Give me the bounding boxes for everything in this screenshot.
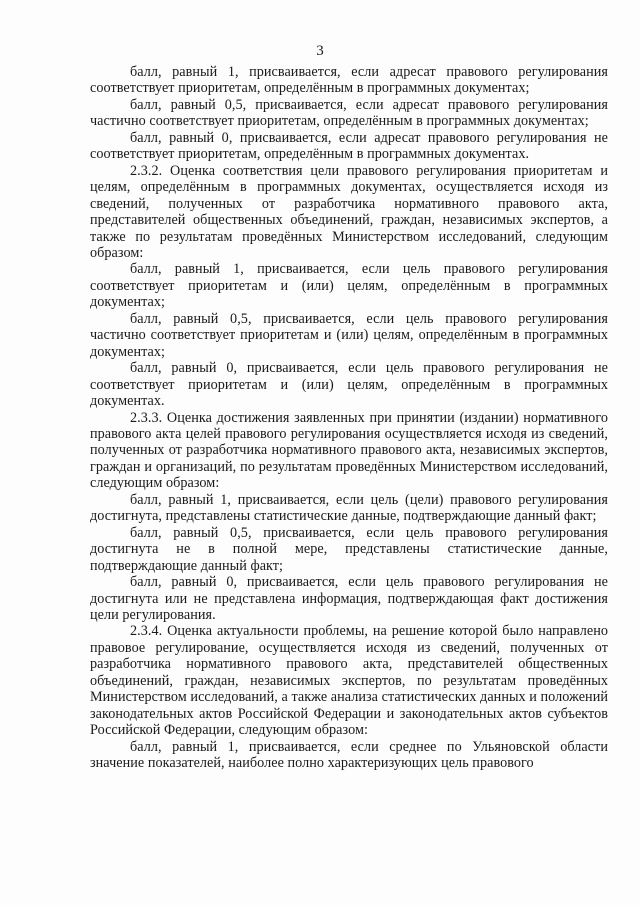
paragraph: балл, равный 0,5, присваивается, если цель правового регулирования достигнута не в полной мере, представлены статистические данные, подтверждающие данный факт; (90, 524, 608, 574)
paragraph: балл, равный 1, присваивается, если адресат правового регулирования соответствует приоритетам, определённым в программных документах; (90, 64, 608, 97)
paragraph: балл, равный 0,5, присваивается, если цель правового регулирования частично соответствует приоритетам и (или) целям, определённым в программных документах; (90, 310, 608, 360)
paragraph: балл, равный 1, присваивается, если цель (цели) правового регулирования достигнута, представлены статистические данные, подтверждающие данный факт; (90, 491, 608, 525)
paragraph: балл, равный 1, присваивается, если цель правового регулирования соответствует приоритетам и (или) целям, определённым в программных документах; (90, 261, 608, 311)
section-2-3-4-paragraph: 2.3.4. Оценка актуальности проблемы, на решение которой было направлено правовое регулирование, осуществляется исходя из сведений, полученных от разработчика нормативного правового акта, представителей общественных объединений, граждан, независимых экспертов, по результатам проведённых Министерством исследований, а также анализа статистических данных и положений законодательных актов Российской Федерации и законодательных актов субъектов Российской Федерации, следующим образом: (90, 623, 608, 739)
paragraph: балл, равный 0, присваивается, если адресат правового регулирования не соответствует приоритетам, определённым в программных документах. (90, 129, 608, 163)
paragraph: балл, равный 0,5, присваивается, если адресат правового регулирования частично соответствует приоритетам, определённым в программных документах; (90, 96, 608, 130)
section-2-3-2-paragraph: 2.3.2. Оценка соответствия цели правового регулирования приоритетам и целям, определённым в программных документах, осуществляется исходя из сведений, полученных от разработчика нормативного правового акта, представителей общественных объединений, граждан, независимых экспертов, а также по результатам проведённых Министерством исследований, следующим образом: (90, 162, 608, 261)
paragraph: балл, равный 0, присваивается, если цель правового регулирования не соответствует приоритетам и (или) целям, определённым в программных документах. (90, 360, 608, 410)
paragraph: балл, равный 0, присваивается, если цель правового регулирования не достигнута или не представлена информация, подтверждающая факт достижения цели регулирования. (90, 574, 608, 623)
paragraph: балл, равный 1, присваивается, если среднее по Ульяновской области значение показателей, наиболее полно характеризующих цель правового (90, 738, 608, 772)
section-2-3-3-paragraph: 2.3.3. Оценка достижения заявленных при принятии (издании) нормативного правового акта целей правового регулирования осуществляется исходя из сведений, полученных от разработчика нормативного правового акта, независимых экспертов, граждан и организаций, по результатам проведённых Министерством исследований, следующим образом: (90, 409, 608, 492)
page-number: 3 (316, 43, 324, 59)
document-body (90, 64, 608, 771)
